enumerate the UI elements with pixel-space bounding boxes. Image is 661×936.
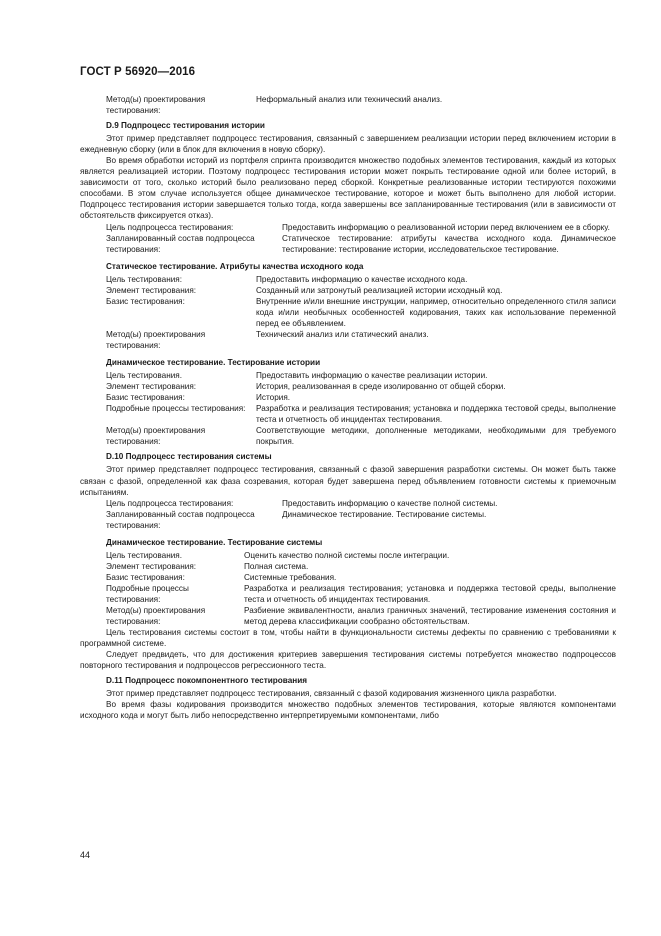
definition-term: Базис тестирования: [106, 393, 185, 403]
definition-row [106, 329, 616, 351]
definition-row [106, 605, 616, 627]
definition-term: Цель подпроцесса тестирования: [106, 222, 234, 232]
definition-value: Неформальный анализ или технический анализ. [256, 95, 443, 104]
definition-term: Базис тестирования: [106, 572, 185, 582]
definition-term: Цель тестирования. [106, 550, 183, 560]
definition-row [106, 274, 616, 285]
definition-row [106, 296, 616, 329]
definition-value: Соответствующие методики, дополненные методиками, необходимыми для требуемого покрытия. [256, 426, 616, 447]
definition-value: Системные требования. [244, 572, 337, 582]
definition-value: Созданный или затронутый реализацией истории исходный код. [256, 285, 503, 295]
definition-row [106, 498, 616, 509]
definition-row [106, 285, 616, 296]
definition-value: Предоставить информацию о реализованной истории перед включением ее в сборку. [282, 222, 610, 232]
definition-row [106, 403, 616, 425]
paragraph: Следует предвидеть, что для достижения критериев завершения тестирования системы потребуется множество подпроцессов повторного тестирования и подпроцессов регрессионного теста. [80, 650, 616, 671]
definition-value: Внутренние и/или внешние инструкции, например, относительно определенного стиля записи кода и/или необычных особенностей кодирования, таких как использование переменной перед ее объявлением. [256, 296, 616, 328]
section-heading: D.9 Подпроцесс тестирования истории [106, 121, 265, 131]
section-heading: D.11 Подпроцесс покомпонентного тестирования [106, 676, 307, 686]
paragraph: Этот пример представляет подпроцесс тестирования, связанный с завершением реализации истории перед включением истории в ежедневную сборку (или в блок для включения в новую сборку). [80, 134, 616, 155]
definition-row [106, 425, 616, 447]
paragraph: Цель тестирования системы состоит в том, чтобы найти в функциональности системы дефекты по сравнению с требованиями к программной системе. [80, 628, 616, 649]
definition-term: Цель тестирования: [106, 274, 183, 284]
definition-value: Предоставить информацию о качестве исходного кода. [256, 274, 468, 284]
definition-value: Разработка и реализация тестирования; установка и поддержка тестовой среды, выполнение теста и отчетность об инцидентах тестирования. [256, 404, 616, 425]
definition-row [106, 233, 616, 255]
definition-value: Разработка и реализация тестирования; установка и поддержка тестовой среды, выполнение теста и отчетность об инцидентах тестирования. [244, 583, 616, 604]
definition-term: Базис тестирования: [106, 296, 185, 306]
definition-value: Оценить качество полной системы после интеграции. [244, 550, 450, 560]
definition-term: Подробные процессы тестирования: [106, 583, 189, 604]
definition-value: Предоставить информацию о качестве реализации истории. [256, 371, 488, 381]
definition-row [106, 222, 616, 233]
document-body [80, 94, 616, 721]
definition-row [106, 509, 616, 531]
definition-value: Технический анализ или статический анализ. [256, 329, 429, 339]
definition-row [106, 94, 616, 116]
subsection-heading: Статическое тестирование. Атрибуты качества исходного кода [106, 261, 364, 271]
definition-term: Метод(ы) проектирования тестирования: [106, 606, 206, 627]
definition-term: Цель подпроцесса тестирования: [106, 498, 234, 508]
definition-row [106, 392, 616, 403]
definition-term: Запланированный состав подпроцесса тестирования: [106, 233, 255, 254]
page-number: 44 [80, 850, 91, 860]
definition-row [106, 561, 616, 572]
paragraph: Во время фазы кодирования производится множество подобных элементов тестирования, которые являются компонентами исходного кода и могут быть либо непосредственно интерпретируемыми компонентами, либо [80, 700, 616, 721]
definition-value: Динамическое тестирование. Тестирование системы. [282, 509, 487, 519]
definition-term: Метод(ы) проектирования тестирования: [106, 426, 206, 447]
definition-value: Статическое тестирование: атрибуты качества исходного кода. Динамическое тестирование: тестирование истории, исследовательское тестирование. [282, 233, 616, 254]
definition-term: Элемент тестирования: [106, 561, 197, 571]
paragraph: Во время обработки историй из портфеля спринта производится множество подобных элементов тестирования, каждый из которых является реализацией истории. Поэтому подпроцесс тестирования истории может покрыть тестирование одной или более историй, в зависимости от того, сколько историй было реализовано перед сборкой. Конкретные реализованные истории тестируются похожими способами. В этом случае используется общее динамическое тестирование, которое и может быть выполнено для любой истории. Подпроцесс тестирования истории завершается только тогда, когда завершены все запланированные тестирования (или в зависимости от обстоятельств фиксируется отказ). [80, 156, 616, 221]
definition-row [106, 572, 616, 583]
paragraph: Этот пример представляет подпроцесс тестирования, связанный с фазой завершения разработки системы. Он может быть также связан с фазой, определенной как фаза созревания, которая будет завершена перед объявлением готовности системы к приемочным испытаниям. [80, 465, 616, 497]
definition-row [106, 583, 616, 605]
paragraph: Этот пример представляет подпроцесс тестирования, связанный с фазой кодирования жизненного цикла разработки. [106, 689, 557, 699]
definition-term: Запланированный состав подпроцесса тестирования: [106, 509, 255, 530]
definition-value: Полная система. [244, 561, 309, 571]
definition-value: История. [256, 393, 291, 403]
definition-term: Цель тестирования. [106, 371, 183, 381]
subsection-heading: Динамическое тестирование. Тестирование истории [106, 358, 321, 368]
definition-row [106, 381, 616, 392]
definition-term: Метод(ы) проектирования тестирования: [106, 329, 206, 350]
definition-value: Разбиение эквивалентности, анализ граничных значений, тестирование изменения состояния и метод дерева классификации сообразно обстоятельствам. [244, 606, 616, 627]
definition-value: История, реализованная в среде изолированно от общей сборки. [256, 382, 506, 392]
definition-row [106, 370, 616, 381]
definition-term: Подробные процессы тестирования: [106, 404, 246, 414]
definition-term: Элемент тестирования: [106, 382, 197, 392]
subsection-heading: Динамическое тестирование. Тестирование системы [106, 537, 323, 547]
definition-term: Элемент тестирования: [106, 285, 197, 295]
document-header: ГОСТ Р 56920—2016 [80, 66, 196, 78]
definition-value: Предоставить информацию о качестве полной системы. [282, 498, 498, 508]
section-heading: D.10 Подпроцесс тестирования системы [106, 452, 272, 462]
definition-term: Метод(ы) проектирования тестирования: [106, 95, 206, 116]
definition-row [106, 550, 616, 561]
